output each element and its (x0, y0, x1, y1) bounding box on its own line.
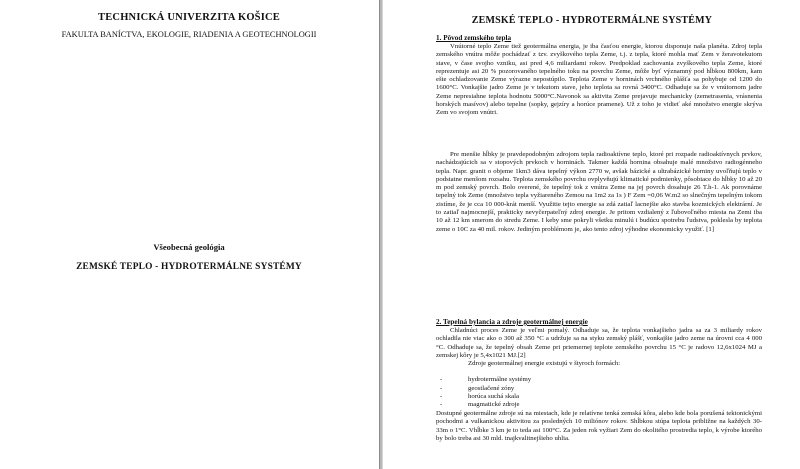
list-item: - horúca suchá skala (440, 392, 519, 400)
page-divider (379, 0, 383, 469)
title-page (0, 0, 378, 469)
list-item: - magmatické zdroje (440, 401, 520, 409)
paragraph-balance-1: Chladnúci proces Zeme je veľmi pomalý. Odhaduje sa, že teplota vonkajšieho jadra sa za 3 miliardy rokov ochladila nie viac ako o 300 až 350 °C a udržuje sa na styku zemský plášť, vonkajšie jadro zeme na úrovni cca 4 000 °C. Odhaduje sa, že tepelný obsah Zeme pri priemernej teplote zemského povrchu 15 °C je radovo 12,6x1024 MJ a zemskej kôry je 5,4x1021 MJ.[2] (436, 327, 762, 359)
paragraph-origin-2: Pre menšie hĺbky je pravdepodobným zdrojom tepla radioaktívne teplo, ktoré pri rozpade radioaktívnych prvkov, nachádzajúcich sa v stopových prvkoch v horninách. Takmer každá hornina obsahuje malé množstvo radiogénneho tepla. Napr. granit o objeme 1km3 dáva tepelný výkon 2770 w, avšak bázické a ultrabázické horniny uvoľňujú teplo v podstatne menšom rozsahu. Teplota zemského povrchu ovplyvňujú klimatické podmienky, pôsobiace do hĺbky 10 až 20 m pod zemský povrch. Bolo overené, že tepelný tok z vnútra Zeme na jej povrch dosahuje 26 T.h-1. Ak porovnáme tepelný tok Zeme (množstvo tepla vyžiareného Zemou na 1m2 za 1s ) F Zem =0,06 W.m2 so slnečným tepelným tokom zistíme, že je cca 10 000-krát menší. Využitie tejto energie sa zdá zatiaľ lacnejšie ako stavba kozmických elektrární. Je to zatiaľ najmocnejší, prakticky nevyčerpateľný zdroj energie. Je pritom vzdialený z ľubovoľného miesta na Zemi iba 10 až 12 km smerom do stredu Zeme. I keby sme pokryli všetku minulú i budúcu spotrebu ľudstva, poklesla by teplota zeme o 10C za 40 mil. rokov. Jediným problémom je, ako tento zdroj výhodne ekonomicky využiť. [1] (436, 151, 762, 233)
subject-name: Všeobecná geológia (153, 242, 225, 252)
section-heading-balance: 2. Tepelná bylancia a zdroje geotermálnej energie (436, 318, 588, 326)
faculty-name: FAKULTA BANÍCTVA, EKOLOGIE, RIADENIA A GEOTECHNOLOGII (61, 30, 317, 39)
university-name: TECHNICKÁ UNIVERZITA KOŠICE (98, 12, 280, 23)
document-title: ZEMSKÉ TEPLO - HYDROTERMÁLNE SYSTÉMY (76, 262, 302, 272)
list-item: - geostlačené zóny (440, 384, 515, 392)
list-intro: Zdroje geotermálnej energie existujú v štyroch formách: (468, 360, 621, 367)
section-heading-origin: 1. Pôvod zemského tepla (436, 34, 512, 42)
list-item: - hydrotermálne systémy (440, 376, 532, 384)
paragraph-balance-2: Dostupné geotermálne zdroje sú na miestach, kde je relatívne tenká zemská kôra, alebo kde bola porušená tektonickými pochodmi a vulkanickou aktivitou za posledných 10 miliónov rokov. Shĺbkou stúpa teplota približne na každých 30-33m o 1°C. Vhĺbke 3 km je to teda asi 100°C. Za jeden rok vyžiari Zem do okolitého prostredia teplo, k výrobe ktorého by bolo treba asi 30 mld. tnajkvalitnejšieho uhlia. (436, 410, 762, 442)
geothermal-sources-list (436, 360, 756, 409)
content-page (384, 0, 800, 469)
paragraph-origin-1: Vnútorné teplo Zeme tiež geotermálna energia, je iba časťou energie, ktorou disponuje naša planéta. Zdroj tepla zemského vnútra môže pochádzať z tzv. zvyškového tepla Zeme, t.j. z tepla, ktoré mohla mať Zem v žeravotekutom stave, v čase svojho vzniku, asi pred 4,6 miliardami rokov. Predpoklad zachovania zvyškového tepla Zeme, ktoré reprezentuje asi 20 % pozorovaného tepelného toku na povrchu Zeme, môže byť významný pod hĺbkou 800km, kam ešte ochladzovanie Zeme výrazne nepostúpilo. Teplota Zeme v horninách vrchného plášťa sa pohybuje od 1200 do 1600°C. Vonkajšie jadro Zeme je v tekutom stave, jeho teplota sa rovná 3400°C. Odhaduje sa že v vnútornom jadre Zeme nepresiahne teplota hodnotu 5000°C.Navonok sa aktivita Zeme prejavuje mechanicky (zemetrasenia, vrásnenia horských masívov) alebo tepelne (sopky, gejzíry a horúce pramene). Už z toho je vidieť aké množstvo energie skrýva Zem vo svojom vnútri. (436, 43, 762, 117)
page-title: ZEMSKÉ TEPLO - HYDROTERMÁLNE SYSTÉMY (471, 15, 713, 26)
